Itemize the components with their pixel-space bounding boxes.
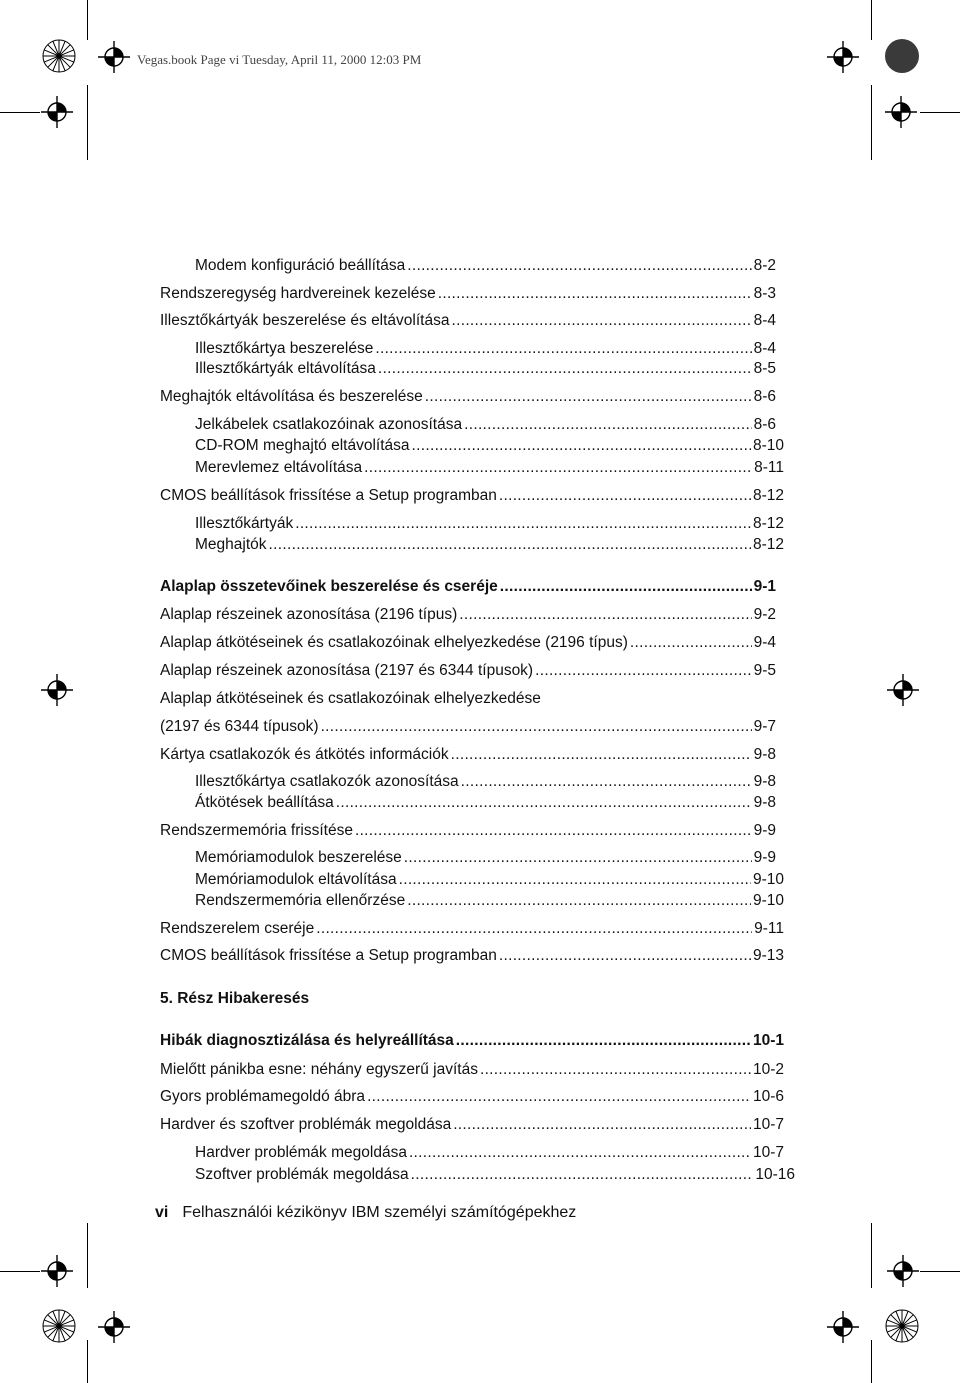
toc-entry-title: Rendszerelem cseréje bbox=[160, 920, 315, 937]
dot-leader bbox=[451, 745, 752, 765]
toc-entry-page: 9-8 bbox=[753, 794, 776, 811]
toc-entry bbox=[160, 717, 776, 737]
dot-leader bbox=[461, 772, 752, 792]
dot-leader bbox=[295, 514, 751, 534]
toc-entry bbox=[160, 311, 776, 331]
crosshair-target-icon bbox=[886, 1254, 920, 1288]
toc-entry bbox=[160, 1087, 784, 1107]
toc-entry-page: 9-13 bbox=[752, 947, 784, 964]
dot-leader bbox=[407, 256, 751, 276]
toc-entry-page: 9-9 bbox=[753, 849, 776, 866]
toc-entry-title: CMOS beállítások frissítése a Setup programban bbox=[160, 947, 497, 964]
dot-leader bbox=[364, 458, 752, 478]
page-footer bbox=[155, 1204, 576, 1222]
toc-entry-title: CD-ROM meghajtó eltávolítása bbox=[195, 437, 410, 454]
toc-entry bbox=[160, 1115, 784, 1135]
dot-leader bbox=[367, 1087, 751, 1107]
toc-entry-page: 9-5 bbox=[753, 662, 776, 679]
dot-leader bbox=[451, 311, 751, 331]
toc-entry-title: Rendszermemória frissítése bbox=[160, 822, 353, 839]
dot-leader bbox=[535, 661, 751, 681]
dot-leader bbox=[316, 919, 752, 939]
crop-mark bbox=[871, 1223, 872, 1288]
crosshair-target-icon bbox=[886, 673, 920, 707]
toc-entry bbox=[195, 793, 776, 813]
toc-entry bbox=[160, 1060, 784, 1080]
toc-entry-page: 9-7 bbox=[753, 718, 776, 735]
dot-leader bbox=[355, 821, 752, 841]
crosshair-target-icon bbox=[97, 1310, 131, 1344]
toc-entry-page: 8-12 bbox=[752, 536, 784, 553]
book-header-slug: Vegas.book Page vi Tuesday, April 11, 2000 12:03 PM bbox=[137, 52, 422, 67]
toc-entry-title: Illesztőkártyák bbox=[195, 515, 294, 532]
toc-entry-title: Hibák diagnosztizálása és helyreállítása bbox=[160, 1032, 454, 1049]
toc-entry bbox=[195, 256, 776, 276]
crosshair-target-icon bbox=[97, 40, 131, 74]
toc-entry bbox=[160, 946, 784, 966]
toc-entry bbox=[160, 821, 776, 841]
crosshair-target-icon bbox=[826, 40, 860, 74]
toc-entry bbox=[195, 891, 784, 911]
toc-entry-title: Gyors problémamegoldó ábra bbox=[160, 1088, 366, 1105]
toc-entry-title: Meghajtók bbox=[195, 536, 267, 553]
part-heading: 5. Rész Hibakeresés bbox=[160, 990, 310, 1007]
dot-leader bbox=[412, 436, 751, 456]
dot-leader bbox=[336, 793, 752, 813]
dot-leader bbox=[407, 891, 751, 911]
book-title: Felhasználói kézikönyv IBM személyi számítógépekhez bbox=[182, 1204, 577, 1221]
crop-mark bbox=[87, 0, 88, 40]
toc-entry-title: Memóriamodulok eltávolítása bbox=[195, 871, 397, 888]
crop-mark bbox=[871, 0, 872, 40]
toc-entry bbox=[160, 745, 776, 765]
toc-entry-page: 9-8 bbox=[753, 746, 776, 763]
toc-entry bbox=[160, 605, 776, 625]
toc-entry bbox=[195, 848, 776, 868]
page-number: vi bbox=[155, 1204, 169, 1221]
toc-entry-page: 8-6 bbox=[753, 388, 776, 405]
toc-entry bbox=[195, 772, 776, 792]
dot-leader bbox=[404, 848, 752, 868]
toc-entry bbox=[195, 415, 776, 435]
toc-entry-page: 9-2 bbox=[753, 606, 776, 623]
toc-entry-title: Hardver problémák megoldása bbox=[195, 1144, 407, 1161]
toc-entry-page: 9-11 bbox=[754, 920, 784, 937]
toc-entry-page: 10-7 bbox=[752, 1116, 784, 1133]
crop-mark bbox=[87, 85, 88, 160]
toc-entry-title: Kártya csatlakozók és átkötés információk bbox=[160, 746, 449, 763]
dot-leader bbox=[409, 1143, 751, 1163]
dot-leader bbox=[630, 633, 752, 653]
toc-entry-page: 8-2 bbox=[753, 257, 776, 274]
toc-entry-title: Alaplap átkötéseinek és csatlakozóinak elhelyezkedése bbox=[160, 690, 541, 707]
crop-mark bbox=[0, 1271, 40, 1272]
dot-leader bbox=[464, 415, 751, 435]
dot-leader bbox=[500, 577, 752, 597]
crop-mark bbox=[87, 1340, 88, 1383]
crosshair-target-icon bbox=[884, 95, 918, 129]
toc-entry-title: (2197 és 6344 típusok) bbox=[160, 718, 319, 735]
toc-entry bbox=[160, 661, 776, 681]
toc-entry bbox=[160, 633, 776, 653]
toc-entry-title: Illesztőkártyák eltávolítása bbox=[195, 360, 376, 377]
toc-entry bbox=[195, 870, 784, 890]
toc-entry-page: 9-4 bbox=[753, 634, 776, 651]
toc-entry-title: Modem konfiguráció beállítása bbox=[195, 257, 406, 274]
toc-entry bbox=[195, 339, 776, 359]
gray-dot-icon bbox=[884, 38, 920, 74]
dot-leader bbox=[425, 387, 752, 407]
toc-entry-page: 9-10 bbox=[752, 871, 784, 888]
toc-entry-title: Alaplap részeinek azonosítása (2197 és 6344 típusok) bbox=[160, 662, 534, 679]
crop-mark bbox=[920, 112, 960, 113]
dot-leader bbox=[411, 1165, 754, 1185]
dot-leader bbox=[459, 605, 751, 625]
dot-leader bbox=[499, 486, 751, 506]
toc-entry-title: Meghajtók eltávolítása és beszerelése bbox=[160, 388, 423, 405]
toc-entry-page: 8-12 bbox=[752, 515, 784, 532]
toc-entry-page: 10-2 bbox=[752, 1061, 784, 1078]
toc-entry-page: 8-3 bbox=[753, 285, 776, 302]
toc-entry-title: Hardver és szoftver problémák megoldása bbox=[160, 1116, 452, 1133]
toc-entry-title: CMOS beállítások frissítése a Setup programban bbox=[160, 487, 497, 504]
toc-entry bbox=[195, 359, 776, 379]
toc-entry bbox=[160, 577, 776, 597]
toc-entry-page: 10-1 bbox=[752, 1032, 784, 1049]
toc-entry-title: Illesztőkártya csatlakozók azonosítása bbox=[195, 773, 459, 790]
toc-entry bbox=[160, 1031, 784, 1051]
toc-entry-page: 8-4 bbox=[753, 340, 776, 357]
toc-entry-title: Rendszeregység hardvereinek kezelése bbox=[160, 285, 436, 302]
toc-entry-title: Memóriamodulok beszerelése bbox=[195, 849, 402, 866]
toc-entry-page: 9-10 bbox=[752, 892, 784, 909]
crop-mark bbox=[87, 1223, 88, 1288]
dot-leader bbox=[499, 946, 751, 966]
toc-entry bbox=[160, 486, 784, 506]
toc-entry-page: 8-11 bbox=[754, 459, 784, 476]
dot-leader bbox=[399, 870, 751, 890]
toc-entry-page: 9-8 bbox=[753, 773, 776, 790]
toc-entry bbox=[160, 284, 776, 304]
toc-entry-page: 10-6 bbox=[752, 1088, 784, 1105]
toc-entry-title: Jelkábelek csatlakozóinak azonosítása bbox=[195, 416, 463, 433]
toc-entry bbox=[160, 387, 776, 407]
toc-entry bbox=[195, 1165, 795, 1185]
toc-entry-title: Átkötések beállítása bbox=[195, 794, 334, 811]
toc-entry bbox=[195, 458, 784, 478]
toc-entry-title: Rendszermemória ellenőrzése bbox=[195, 892, 406, 909]
toc-entry-title: Alaplap részeinek azonosítása (2196 típus) bbox=[160, 606, 458, 623]
dot-leader bbox=[438, 284, 752, 304]
toc-entry-page: 8-6 bbox=[753, 416, 776, 433]
crop-mark bbox=[871, 85, 872, 160]
toc-entry bbox=[195, 514, 784, 534]
crop-mark bbox=[871, 1340, 872, 1383]
dot-leader bbox=[269, 535, 751, 555]
toc-entry-page: 8-10 bbox=[752, 437, 784, 454]
toc-entry-title: Alaplap átkötéseinek és csatlakozóinak elhelyezkedése (2196 típus) bbox=[160, 634, 628, 651]
toc-entry-page: 10-7 bbox=[752, 1144, 784, 1161]
dot-leader bbox=[321, 717, 752, 737]
toc-entry-page: 8-4 bbox=[753, 312, 776, 329]
crosshair-target-icon bbox=[40, 95, 74, 129]
toc-entry-title: Mielőtt pánikba esne: néhány egyszerű javítás bbox=[160, 1061, 478, 1078]
crosshair-target-icon bbox=[40, 1254, 74, 1288]
toc-entry-title: Alaplap összetevőinek beszerelése és cseréje bbox=[160, 578, 498, 595]
toc-entry-page: 8-5 bbox=[753, 360, 776, 377]
toc-entry bbox=[195, 535, 784, 555]
dot-leader bbox=[480, 1060, 751, 1080]
toc-entry-page: 9-9 bbox=[753, 822, 776, 839]
dot-leader bbox=[456, 1031, 751, 1051]
registration-mark-icon bbox=[41, 38, 77, 74]
toc-entry-title: Szoftver problémák megoldása bbox=[195, 1166, 409, 1183]
dot-leader bbox=[453, 1115, 751, 1135]
dot-leader bbox=[378, 359, 752, 379]
registration-mark-icon bbox=[884, 1308, 920, 1344]
toc-entry-title: Illesztőkártya beszerelése bbox=[195, 340, 374, 357]
registration-mark-icon bbox=[41, 1308, 77, 1344]
crop-mark bbox=[920, 1271, 960, 1272]
dot-leader bbox=[375, 339, 751, 359]
toc-entry bbox=[160, 919, 784, 939]
crosshair-target-icon bbox=[40, 673, 74, 707]
crosshair-target-icon bbox=[826, 1310, 860, 1344]
toc-entry-page: 9-1 bbox=[753, 578, 776, 595]
toc-entry-page: 10-16 bbox=[755, 1166, 795, 1183]
crop-mark bbox=[0, 112, 40, 113]
toc-entry-title: Illesztőkártyák beszerelése és eltávolítása bbox=[160, 312, 450, 329]
toc-entry bbox=[195, 436, 784, 456]
toc-entry-page: 8-12 bbox=[752, 487, 784, 504]
toc-entry bbox=[195, 1143, 784, 1163]
toc-entry-title: Merevlemez eltávolítása bbox=[195, 459, 363, 476]
